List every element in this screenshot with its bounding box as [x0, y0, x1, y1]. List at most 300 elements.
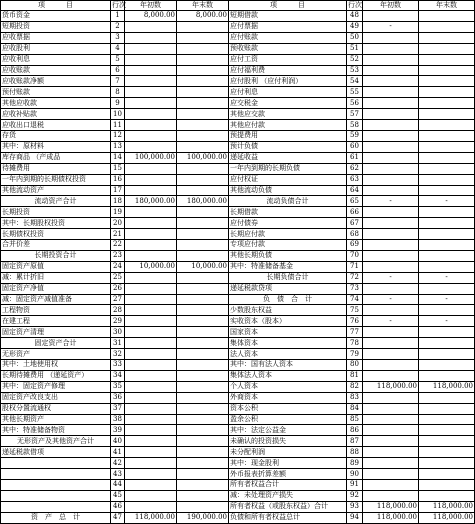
liability-line-cell: 51	[347, 43, 363, 54]
liability-begin-cell	[363, 141, 419, 152]
liability-line-cell: 85	[347, 414, 363, 425]
liability-end-cell	[419, 458, 475, 469]
asset-item-cell: 固定资产改良支出	[1, 392, 111, 403]
liability-end-cell	[419, 338, 475, 349]
liability-item-cell: 负债和所有者权益总计	[229, 512, 347, 523]
asset-line-cell: 40	[111, 436, 125, 447]
asset-item-cell	[1, 469, 111, 480]
asset-end-cell	[177, 207, 229, 218]
table-row	[1, 185, 475, 196]
liability-item-cell: 预提费用	[229, 130, 347, 141]
liability-begin-cell	[363, 76, 419, 87]
liability-item-cell: 其中：现金股利	[229, 458, 347, 469]
liability-begin-cell	[363, 403, 419, 414]
asset-line-cell: 24	[111, 261, 125, 272]
asset-begin-cell	[125, 338, 177, 349]
asset-item-cell: 长期待摊费用 （递延资产）	[1, 370, 111, 381]
asset-end-cell	[177, 305, 229, 316]
table-row	[1, 43, 475, 54]
table-row	[1, 76, 475, 87]
asset-line-cell: 34	[111, 370, 125, 381]
liability-begin-cell	[363, 469, 419, 480]
asset-item-cell: 无形资产及其他资产合计	[1, 436, 111, 447]
liability-item-cell: 应付账款	[229, 32, 347, 43]
liability-begin-cell: -	[363, 196, 419, 207]
liability-line-cell: 94	[347, 512, 363, 523]
asset-end-cell	[177, 338, 229, 349]
asset-item-cell	[1, 501, 111, 512]
asset-line-cell: 29	[111, 316, 125, 327]
liability-end-cell	[419, 403, 475, 414]
asset-line-cell: 43	[111, 469, 125, 480]
liability-begin-cell	[363, 283, 419, 294]
asset-begin-cell	[125, 87, 177, 98]
liability-line-cell: 90	[347, 469, 363, 480]
table-row	[1, 196, 475, 207]
liability-end-cell	[419, 283, 475, 294]
table-row	[1, 272, 475, 283]
asset-line-cell: 6	[111, 65, 125, 76]
liability-end-cell	[419, 469, 475, 480]
asset-item-cell: 待摊费用	[1, 163, 111, 174]
liability-end-cell	[419, 87, 475, 98]
liability-begin-cell	[363, 261, 419, 272]
sheet-body	[1, 11, 475, 524]
liability-begin-cell	[363, 229, 419, 240]
asset-item-cell: 应收账款净额	[1, 76, 111, 87]
asset-item-cell: 固定资产原值	[1, 261, 111, 272]
asset-item-cell: 减：累计折旧	[1, 272, 111, 283]
liability-begin-cell: 118,000.00	[363, 381, 419, 392]
liability-end-cell	[419, 447, 475, 458]
liability-end-cell	[419, 109, 475, 120]
liability-line-cell: 68	[347, 229, 363, 240]
asset-end-cell	[177, 349, 229, 360]
asset-begin-cell	[125, 283, 177, 294]
asset-line-cell: 39	[111, 425, 125, 436]
asset-end-cell	[177, 130, 229, 141]
liability-begin-cell	[363, 87, 419, 98]
asset-item-cell	[1, 458, 111, 469]
asset-end-cell	[177, 479, 229, 490]
asset-item-cell: 短期投资	[1, 21, 111, 32]
table-row	[1, 283, 475, 294]
liability-begin-cell	[363, 414, 419, 425]
liability-item-cell: 资本公积	[229, 403, 347, 414]
liability-line-cell: 55	[347, 87, 363, 98]
liability-line-cell: 79	[347, 349, 363, 360]
asset-end-cell	[177, 76, 229, 87]
asset-item-cell: 存货	[1, 130, 111, 141]
liability-end-cell	[419, 425, 475, 436]
liability-item-cell: 外商资本	[229, 392, 347, 403]
asset-item-cell: 其中：土地使用权	[1, 360, 111, 371]
liability-line-cell: 59	[347, 130, 363, 141]
table-row	[1, 240, 475, 251]
liability-end-cell: 118,000.00	[419, 501, 475, 512]
asset-item-cell: 长期投资	[1, 207, 111, 218]
table-row	[1, 65, 475, 76]
liability-item-cell: 短期借款	[229, 11, 347, 22]
liability-end-cell	[419, 349, 475, 360]
asset-end-cell	[177, 403, 229, 414]
asset-begin-cell	[125, 479, 177, 490]
liability-item-cell: 法人资本	[229, 349, 347, 360]
liability-begin-cell	[363, 11, 419, 22]
asset-line-cell: 21	[111, 229, 125, 240]
liability-item-cell: 其中：法定公益金	[229, 425, 347, 436]
liability-item-cell: 其中：国有法人资本	[229, 360, 347, 371]
asset-end-cell	[177, 425, 229, 436]
liability-item-cell: 一年内到期的长期负债	[229, 163, 347, 174]
liability-item-cell: 应交税金	[229, 98, 347, 109]
liability-line-cell: 57	[347, 109, 363, 120]
asset-begin-cell	[125, 76, 177, 87]
liability-line-cell: 60	[347, 141, 363, 152]
asset-line-cell: 32	[111, 349, 125, 360]
liability-begin-cell	[363, 109, 419, 120]
liability-item-cell: 应付股利 （应付利润）	[229, 76, 347, 87]
asset-begin-cell	[125, 316, 177, 327]
liability-begin-cell	[363, 32, 419, 43]
liability-line-cell: 52	[347, 54, 363, 65]
liability-line-cell: 58	[347, 120, 363, 131]
table-row	[1, 294, 475, 305]
liability-line-cell: 69	[347, 240, 363, 251]
liability-begin-header: 年初数	[363, 1, 419, 11]
table-row	[1, 305, 475, 316]
asset-end-cell	[177, 174, 229, 185]
asset-line-cell: 3	[111, 32, 125, 43]
header-row	[1, 1, 475, 11]
liability-line-cell: 92	[347, 490, 363, 501]
liability-item-cell: 其他流动负债	[229, 185, 347, 196]
asset-end-cell: 10,000.00	[177, 261, 229, 272]
asset-end-cell	[177, 98, 229, 109]
asset-line-header: 行次	[112, 1, 126, 9]
asset-line-cell: 26	[111, 283, 125, 294]
liability-end-cell	[419, 490, 475, 501]
liability-end-cell	[419, 65, 475, 76]
liability-begin-cell	[363, 490, 419, 501]
liability-item-cell: 集体资本	[229, 338, 347, 349]
asset-end-cell	[177, 392, 229, 403]
table-row	[1, 436, 475, 447]
liability-line-cell: 71	[347, 261, 363, 272]
asset-line-cell: 7	[111, 76, 125, 87]
asset-begin-cell	[125, 436, 177, 447]
asset-item-cell: 其他流动资产	[1, 185, 111, 196]
table-row	[1, 414, 475, 425]
asset-begin-cell	[125, 490, 177, 501]
liability-line-cell: 63	[347, 174, 363, 185]
asset-begin-cell	[125, 207, 177, 218]
table-row	[1, 447, 475, 458]
table-row	[1, 425, 475, 436]
liability-end-cell	[419, 218, 475, 229]
liability-line-cell: 78	[347, 338, 363, 349]
asset-line-cell: 47	[111, 512, 125, 523]
asset-line-cell: 14	[111, 152, 125, 163]
asset-begin-cell	[125, 120, 177, 131]
asset-begin-cell	[125, 185, 177, 196]
liability-end-cell	[419, 76, 475, 87]
asset-end-cell	[177, 240, 229, 251]
liability-item-cell: 其中：特准储备基金	[229, 261, 347, 272]
liability-begin-cell	[363, 370, 419, 381]
asset-end-cell	[177, 163, 229, 174]
liability-end-cell	[419, 261, 475, 272]
asset-line-cell: 25	[111, 272, 125, 283]
asset-begin-cell	[125, 414, 177, 425]
liability-item-cell: 长期借款	[229, 207, 347, 218]
liability-item-cell: 未确认的投资损失	[229, 436, 347, 447]
liability-begin-cell	[363, 185, 419, 196]
asset-line-cell: 37	[111, 403, 125, 414]
asset-line-cell: 12	[111, 130, 125, 141]
asset-end-cell	[177, 65, 229, 76]
table-row	[1, 469, 475, 480]
liability-item-cell: 实收资本（股本）	[229, 316, 347, 327]
liability-end-cell	[419, 43, 475, 54]
liability-begin-cell: -	[363, 272, 419, 283]
asset-line-cell: 17	[111, 185, 125, 196]
asset-line-cell: 36	[111, 392, 125, 403]
table-row	[1, 490, 475, 501]
asset-begin-cell	[125, 109, 177, 120]
liability-begin-cell: 118,000.00	[363, 501, 419, 512]
asset-end-cell	[177, 21, 229, 32]
liability-line-header: 行次	[348, 1, 362, 9]
liability-begin-cell	[363, 392, 419, 403]
asset-begin-cell	[125, 501, 177, 512]
asset-begin-cell	[125, 229, 177, 240]
asset-begin-cell	[125, 98, 177, 109]
asset-line-cell: 23	[111, 250, 125, 261]
asset-item-cell: 应收利息	[1, 54, 111, 65]
asset-begin-cell	[125, 370, 177, 381]
liability-line-cell: 61	[347, 152, 363, 163]
asset-begin-cell: 100,000.00	[125, 152, 177, 163]
table-row	[1, 360, 475, 371]
liability-begin-cell	[363, 163, 419, 174]
asset-item-cell: 长期投资合计	[1, 250, 111, 261]
asset-line-cell: 44	[111, 479, 125, 490]
asset-begin-cell	[125, 349, 177, 360]
liability-line-cell: 81	[347, 370, 363, 381]
asset-line-cell: 33	[111, 360, 125, 371]
liability-end-cell	[419, 185, 475, 196]
liability-line-cell: 50	[347, 32, 363, 43]
asset-begin-header: 年初数	[125, 1, 177, 11]
liability-begin-cell	[363, 218, 419, 229]
asset-item-cell: 无形资产	[1, 349, 111, 360]
table-row	[1, 229, 475, 240]
asset-end-cell	[177, 294, 229, 305]
liability-item-cell: 未分配利润	[229, 447, 347, 458]
liability-begin-cell: -	[363, 21, 419, 32]
liability-item-cell: 流动负债合计	[229, 196, 347, 207]
asset-end-cell	[177, 120, 229, 131]
liability-end-cell	[419, 360, 475, 371]
liability-begin-cell	[363, 207, 419, 218]
liability-begin-cell	[363, 436, 419, 447]
liability-begin-cell	[363, 174, 419, 185]
asset-end-cell	[177, 327, 229, 338]
asset-line-cell: 9	[111, 98, 125, 109]
asset-line-cell: 42	[111, 458, 125, 469]
asset-end-cell	[177, 272, 229, 283]
liability-item-cell: 预收账款	[229, 43, 347, 54]
asset-item-cell: 长期债权投资	[1, 229, 111, 240]
liability-line-cell: 93	[347, 501, 363, 512]
liability-item-cell: 个人资本	[229, 381, 347, 392]
asset-end-cell	[177, 447, 229, 458]
table-row	[1, 163, 475, 174]
liability-item-cell: 长期应付款	[229, 229, 347, 240]
asset-item-cell: 其中：原材料	[1, 141, 111, 152]
asset-begin-cell	[125, 163, 177, 174]
liability-begin-cell	[363, 338, 419, 349]
asset-begin-cell	[125, 305, 177, 316]
liability-item-cell: 盈余公积	[229, 414, 347, 425]
table-row	[1, 327, 475, 338]
liability-line-cell: 56	[347, 98, 363, 109]
asset-line-cell: 35	[111, 381, 125, 392]
asset-begin-cell	[125, 54, 177, 65]
table-row	[1, 338, 475, 349]
asset-item-cell: 其他长期资产	[1, 414, 111, 425]
table-row	[1, 349, 475, 360]
liability-begin-cell	[363, 54, 419, 65]
table-row	[1, 87, 475, 98]
liability-item-cell: 应付票据	[229, 21, 347, 32]
asset-begin-cell	[125, 381, 177, 392]
liability-end-cell	[419, 130, 475, 141]
asset-item-cell: 应收票据	[1, 32, 111, 43]
liability-line-cell: 54	[347, 76, 363, 87]
table-row	[1, 174, 475, 185]
asset-item-cell: 流动资产合计	[1, 196, 111, 207]
liability-end-cell	[419, 327, 475, 338]
liability-line-cell: 76	[347, 316, 363, 327]
asset-line-cell: 4	[111, 43, 125, 54]
asset-line-cell: 1	[111, 11, 125, 22]
asset-begin-cell	[125, 458, 177, 469]
liability-item-cell: 应付权证	[229, 174, 347, 185]
asset-end-cell	[177, 109, 229, 120]
liability-end-cell	[419, 240, 475, 251]
asset-line-cell: 30	[111, 327, 125, 338]
asset-line-cell: 38	[111, 414, 125, 425]
liability-line-cell: 72	[347, 272, 363, 283]
asset-line-cell: 41	[111, 447, 125, 458]
liability-line-cell: 67	[347, 218, 363, 229]
asset-begin-cell	[125, 327, 177, 338]
asset-begin-cell	[125, 141, 177, 152]
asset-end-cell: 100,000.00	[177, 152, 229, 163]
liability-item-cell: 其他应付款	[229, 120, 347, 131]
liability-item-cell: 递延收益	[229, 152, 347, 163]
asset-end-cell	[177, 501, 229, 512]
asset-item-cell: 预付账款	[1, 87, 111, 98]
asset-end-cell	[177, 458, 229, 469]
asset-end-cell	[177, 185, 229, 196]
asset-item-cell: 固定资产合计	[1, 338, 111, 349]
asset-begin-cell	[125, 43, 177, 54]
liability-end-cell	[419, 436, 475, 447]
liability-begin-cell	[363, 327, 419, 338]
liability-begin-cell: -	[363, 294, 419, 305]
liability-line-cell: 77	[347, 327, 363, 338]
asset-line-cell: 18	[111, 196, 125, 207]
liability-end-cell	[419, 21, 475, 32]
liability-begin-cell	[363, 305, 419, 316]
asset-line-cell: 16	[111, 174, 125, 185]
table-row	[1, 261, 475, 272]
liability-end-cell: 118,000.00	[419, 381, 475, 392]
table-row	[1, 370, 475, 381]
liability-item-cell: 减：未处理资产损失	[229, 490, 347, 501]
liability-end-cell	[419, 163, 475, 174]
liability-end-cell	[419, 392, 475, 403]
asset-line-cell: 13	[111, 141, 125, 152]
asset-begin-cell: 8,000.00	[125, 11, 177, 22]
asset-line-cell: 15	[111, 163, 125, 174]
asset-line-cell: 27	[111, 294, 125, 305]
asset-line-cell: 10	[111, 109, 125, 120]
asset-end-cell: 8,000.00	[177, 11, 229, 22]
liability-line-cell: 75	[347, 305, 363, 316]
liability-item-header: 项 目	[229, 1, 347, 11]
liability-end-cell: -	[419, 196, 475, 207]
table-row	[1, 98, 475, 109]
liability-line-cell: 86	[347, 425, 363, 436]
asset-item-cell: 货币资金	[1, 11, 111, 22]
liability-begin-cell	[363, 65, 419, 76]
asset-item-cell: 工程物资	[1, 305, 111, 316]
table-row	[1, 152, 475, 163]
liability-line-cell: 53	[347, 65, 363, 76]
asset-item-cell: 应收账款	[1, 65, 111, 76]
liability-item-cell: 外币报表折算差额	[229, 469, 347, 480]
liability-item-cell: 国家资本	[229, 327, 347, 338]
liability-begin-cell	[363, 240, 419, 251]
table-row	[1, 458, 475, 469]
asset-line-cell: 11	[111, 120, 125, 131]
asset-begin-cell	[125, 250, 177, 261]
asset-item-cell: 资 产 总 计	[1, 512, 111, 523]
asset-end-cell	[177, 229, 229, 240]
asset-begin-cell	[125, 174, 177, 185]
asset-item-cell: 其中：长期股权投资	[1, 218, 111, 229]
asset-end-cell	[177, 283, 229, 294]
liability-line-cell: 82	[347, 381, 363, 392]
liability-begin-cell	[363, 349, 419, 360]
asset-begin-cell	[125, 218, 177, 229]
asset-line-cell: 45	[111, 490, 125, 501]
asset-end-cell: 190,000.00	[177, 512, 229, 523]
liability-begin-cell	[363, 360, 419, 371]
liability-line-cell: 66	[347, 207, 363, 218]
liability-end-cell	[419, 250, 475, 261]
asset-begin-cell	[125, 392, 177, 403]
asset-begin-cell	[125, 294, 177, 305]
asset-begin-cell: 118,000.00	[125, 512, 177, 523]
liability-begin-cell	[363, 152, 419, 163]
liability-item-cell: 应付福利费	[229, 65, 347, 76]
liability-line-cell: 64	[347, 185, 363, 196]
